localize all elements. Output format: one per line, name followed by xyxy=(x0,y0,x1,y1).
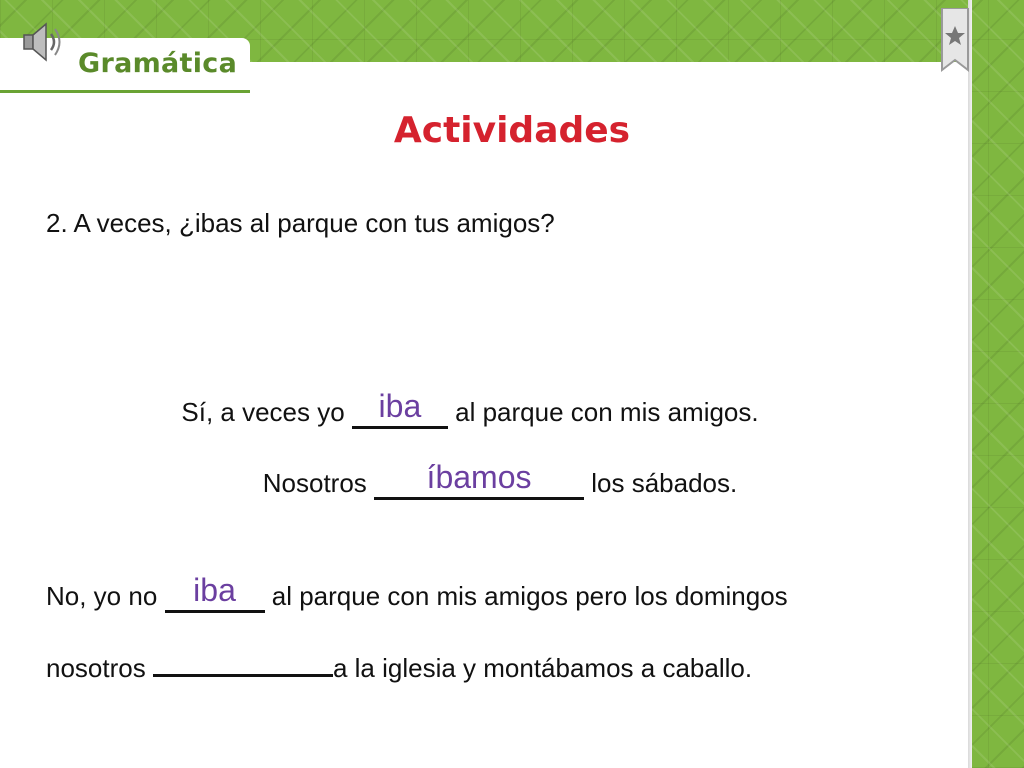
blank-field xyxy=(165,572,265,613)
sentence-text: los sábados. xyxy=(584,468,738,498)
speaker-icon[interactable] xyxy=(22,20,64,64)
answer-word: íbamos xyxy=(426,459,532,495)
sentence-text: Nosotros xyxy=(262,468,375,498)
question-text: 2. A veces, ¿ibas al parque con tus amigos? xyxy=(46,208,555,238)
blank-field xyxy=(374,459,584,500)
blank-field xyxy=(352,388,448,429)
answer-word: iba xyxy=(378,388,422,424)
answer-no-line-1 xyxy=(46,572,788,613)
answer-no-line-2 xyxy=(46,648,752,684)
sentence-text: Sí, a veces yo xyxy=(181,397,352,427)
answer-yes-line-2 xyxy=(0,459,1000,500)
sentence-text: a la iglesia y montábamos a caballo. xyxy=(332,653,753,683)
bookmark-icon[interactable] xyxy=(940,8,970,74)
sentence-text: al parque con mis amigos. xyxy=(447,397,759,427)
answer-word: iba xyxy=(193,572,236,608)
sentence-text: al parque con mis amigos pero los domingos xyxy=(264,581,788,611)
blank-field xyxy=(153,648,333,677)
page-heading: Actividades xyxy=(393,110,631,151)
section-title: Gramática xyxy=(78,48,238,79)
sentence-text: nosotros xyxy=(46,653,153,683)
answer-yes-line-1 xyxy=(0,388,940,429)
sentence-text: No, yo no xyxy=(46,581,165,611)
